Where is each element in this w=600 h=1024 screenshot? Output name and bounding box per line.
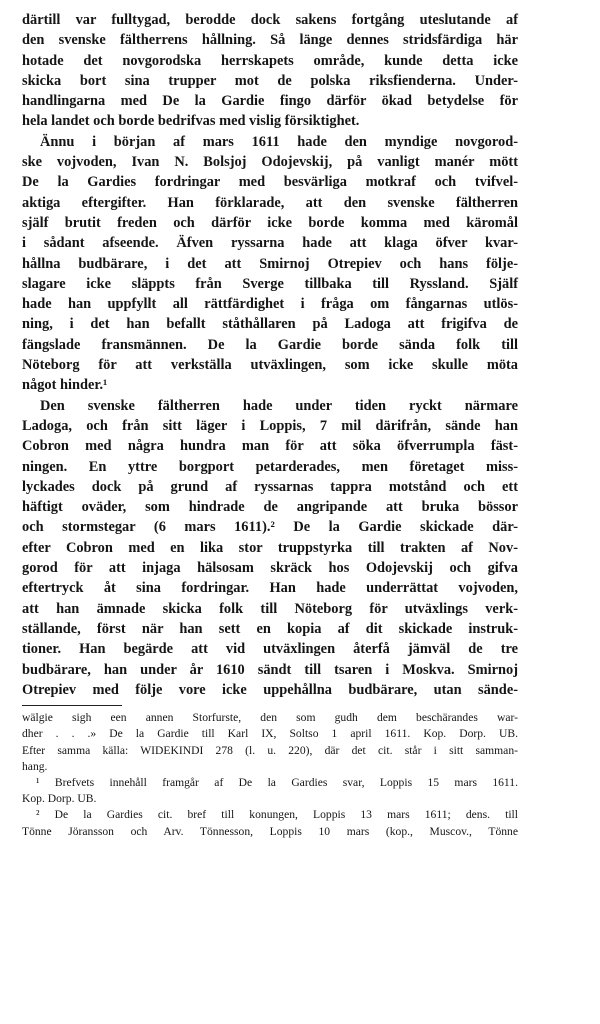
footnote-line: Tönne Jöransson och Arv. Tönnesson, Loppis 10 mars (kop., Muscov., Tönne xyxy=(22,824,518,838)
footnote-line: hang. xyxy=(22,759,48,773)
text-line: hotade det novgorodska herrskapets område, kunde detta icke xyxy=(22,52,518,69)
footnote-line: wälgie sigh een annen Storfurste, den som gudh dem beschärandes war- xyxy=(22,711,518,725)
text-line: fängslade fransmännen. De la Gardie borde sända folk till xyxy=(22,336,518,353)
text-line: efter Cobron med en lika stor truppstyrka till trakten af Nov- xyxy=(22,539,518,556)
text-line: aktiga eftergifter. Han förklarade, att den svenske fältherren xyxy=(22,194,518,211)
text-line: tioner. Han begärde att vid utväxlingen återfå jämväl de tre xyxy=(22,641,518,658)
text-line: ställande, först när han sett en kopia af dit skickade instruk- xyxy=(22,620,518,637)
footnote-separator xyxy=(22,705,122,706)
main-text xyxy=(22,10,518,700)
text-line: hela landet och borde bedrifvas med vislig försiktighet. xyxy=(22,113,360,130)
text-line: budbärare, han under år 1610 sändt till tsaren i Moskva. Smirnoj xyxy=(22,661,518,678)
footnote-1: ¹ Brefvets innehåll framgår af De la Gardies svar, Loppis 15 mars 1611. xyxy=(36,775,518,789)
text-line: eftertryck åt sina fordringar. Han hade underrättat vojvoden, xyxy=(22,580,518,597)
paragraph-start-line: Ännu i början af mars 1611 hade den myndige novgorod- xyxy=(40,133,518,150)
text-line: ning, i det han befallt ståthållaren på Ladoga att frigifva de xyxy=(22,316,518,333)
text-line: hade han uppfyllt all rättfärdighet i fråga om fångarnas utlös- xyxy=(22,296,518,313)
text-line: hållna budbärare, i det att Smirnoj Otrepiev och hans följe- xyxy=(22,255,518,272)
text-line: därtill var fulltygad, berodde dock sakens fortgång uteslutande af xyxy=(22,12,518,28)
text-line: själf brutit freden och därför icke borde komma med käromål xyxy=(22,214,518,231)
text-line: Cobron med några hundra man för att söka öfverrumpla fäst- xyxy=(22,438,518,455)
text-line: att han ämnade skicka folk till Nöteborg för utväxlings verk- xyxy=(22,600,518,617)
footnote-2: ² De la Gardies cit. bref till konungen, Loppis 13 mars 1611; dens. till xyxy=(36,808,518,822)
text-line: Otrepiev med följe vore icke uppehållna budbärare, utan sände- xyxy=(22,681,518,698)
footnote-line: dher . . .» De la Gardie till Karl IX, Soltso 1 april 1611. Kop. Dorp. UB. xyxy=(22,727,518,741)
paragraph-start-line: Den svenske fältherren hade under tiden ryckt närmare xyxy=(40,397,518,414)
text-line: den svenske fältherrens hållning. Så länge dennes stridsfärdiga här xyxy=(22,32,518,49)
text-line: De la Gardies fordringar med besvärliga motkraf och tvifvel- xyxy=(22,174,518,191)
text-line: ningen. En yttre borgport petarderades, men företaget miss- xyxy=(22,458,518,475)
text-line: i sådant afseende. Äfven ryssarna hade att klaga öfver kvar- xyxy=(22,235,518,252)
text-line: ske vojvoden, Ivan N. Bolsjoj Odojevskij, på vanligt manér mött xyxy=(22,154,518,171)
text-line: gorod för att injaga hälsosam skräck hos Odojevskij och gifva xyxy=(22,560,518,577)
text-line: häftigt oväder, som hindrade de angripande att bruka bössor xyxy=(22,499,518,516)
footnote-line: Kop. Dorp. UB. xyxy=(22,792,97,806)
text-line: något hinder.¹ xyxy=(22,377,108,394)
footnote-line: Efter samma källa: WIDEKINDI 278 (l. u. 220), där det cit. står i sitt samman- xyxy=(22,743,518,757)
text-line: Nöteborg för att verkställa utväxlingen, som icke skulle möta xyxy=(22,357,518,374)
footnotes xyxy=(22,710,518,840)
text-line: lyckades dock på grund af ryssarnas tappra motstånd och ett xyxy=(22,478,518,495)
text-line: Ladoga, och från sitt läger i Loppis, 7 mil därifrån, sände han xyxy=(22,417,518,434)
book-page xyxy=(22,10,518,840)
text-line: handlingarna med De la Gardie fingo därför ökad betydelse för xyxy=(22,93,518,110)
text-line: slagare icke släppts från Sverge tillbaka till Ryssland. Själf xyxy=(22,275,518,292)
text-line: och stormstegar (6 mars 1611).² De la Gardie skickade där- xyxy=(22,519,518,536)
text-line: skicka bort sina trupper mot de polska riksfienderna. Under- xyxy=(22,72,518,89)
